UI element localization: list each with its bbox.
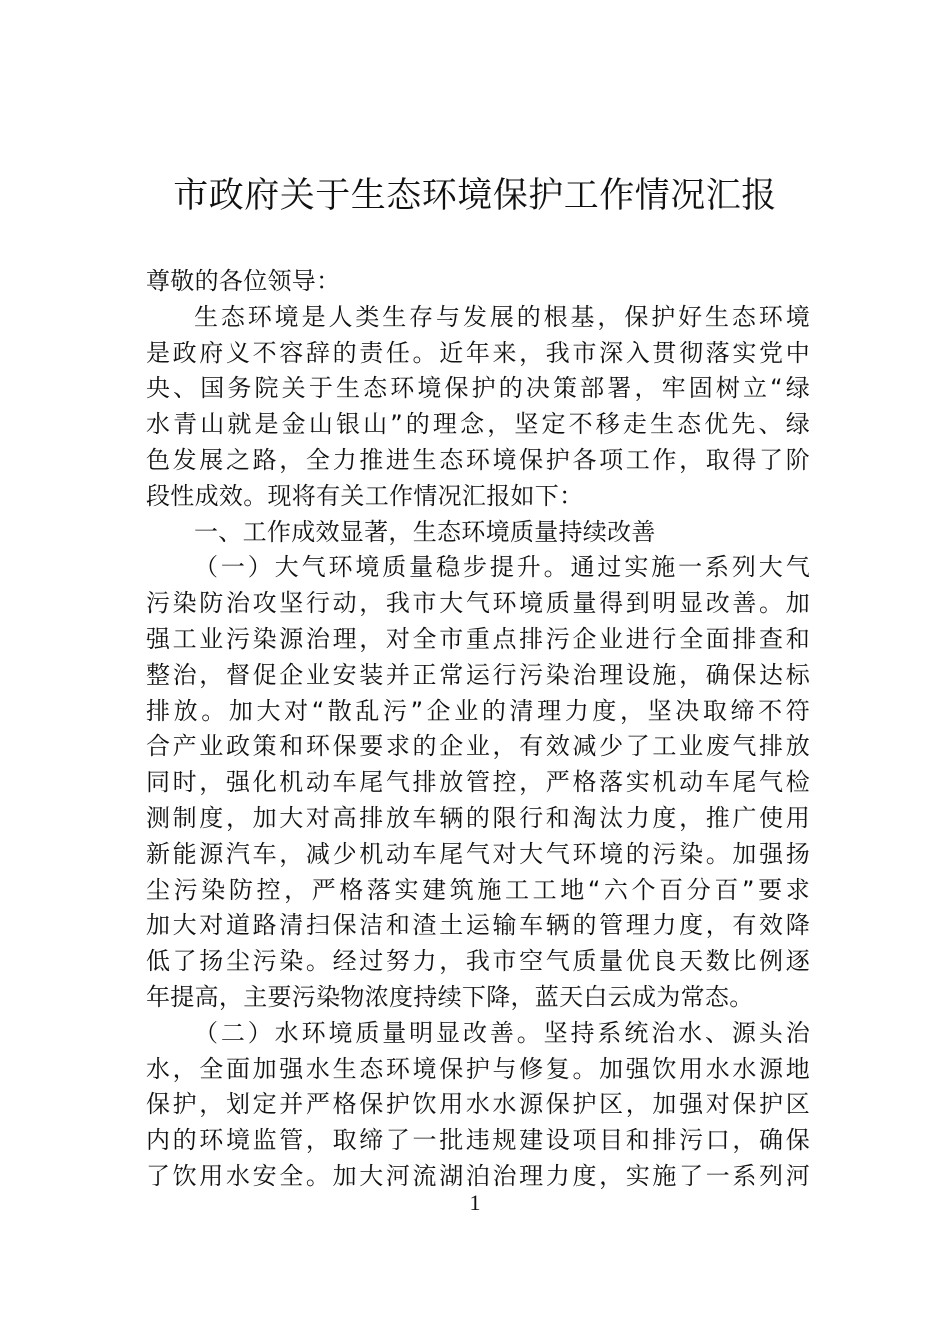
paragraph-line: 内的环境监管，取缔了一批违规建设项目和排污口，确保 [146, 1126, 810, 1155]
paragraph-line: （一）大气环境质量稳步提升。通过实施一系列大气 [194, 553, 810, 582]
paragraph-line: 排放。加大对“散乱污”企业的清理力度，坚决取缔不符 [146, 696, 810, 725]
paragraph-line: 测制度，加大对高排放车辆的限行和淘汰力度，推广使用 [146, 803, 810, 832]
paragraph-line: 合产业政策和环保要求的企业，有效减少了工业废气排放 [146, 732, 810, 761]
paragraph-line: 了饮用水安全。加大河流湖泊治理力度，实施了一系列河 [146, 1161, 810, 1190]
page-number: 1 [469, 1190, 481, 1215]
paragraph-line: 色发展之路，全力推进生态环境保护各项工作，取得了阶 [146, 445, 810, 474]
paragraph-line: 污染防治攻坚行动，我市大气环境质量得到明显改善。加 [146, 589, 810, 618]
paragraph-line: 整治，督促企业安装并正常运行污染治理设施，确保达标 [146, 660, 810, 689]
section-heading: 一、工作成效显著，生态环境质量持续改善 [194, 517, 656, 546]
paragraph-line: 强工业污染源治理，对全市重点排污企业进行全面排查和 [146, 624, 810, 653]
paragraph-line: 段性成效。现将有关工作情况汇报如下： [146, 481, 584, 510]
paragraph-line: 是政府义不容辞的责任。近年来，我市深入贯彻落实党中 [146, 338, 810, 367]
paragraph-line: 央、国务院关于生态环境保护的决策部署，牢固树立“绿 [146, 374, 810, 403]
paragraph-line: 低了扬尘污染。经过努力，我市空气质量优良天数比例逐 [146, 947, 810, 976]
paragraph-line: 年提高，主要污染物浓度持续下降，蓝天白云成为常态。 [146, 982, 754, 1011]
paragraph-line: 水青山就是金山银山”的理念，坚定不移走生态优先、绿 [146, 410, 810, 439]
salutation-line: 尊敬的各位领导： [146, 267, 341, 295]
paragraph-line: （二）水环境质量明显改善。坚持系统治水、源头治 [194, 1018, 810, 1047]
paragraph-line: 生态环境是人类生存与发展的根基，保护好生态环境 [194, 302, 810, 331]
paragraph-line: 保护，划定并严格保护饮用水水源保护区，加强对保护区 [146, 1090, 810, 1119]
paragraph-line: 尘污染防控，严格落实建筑施工工地“六个百分百”要求 [146, 875, 810, 904]
paragraph-line: 新能源汽车，减少机动车尾气对大气环境的污染。加强扬 [146, 839, 810, 868]
document-body [146, 264, 810, 1195]
document-title: 市政府关于生态环境保护工作情况汇报 [173, 176, 777, 216]
paragraph-line: 同时，强化机动车尾气排放管控，严格落实机动车尾气检 [146, 768, 810, 797]
paragraph-line: 加大对道路清扫保洁和渣土运输车辆的管理力度，有效降 [146, 911, 810, 940]
paragraph-line: 水，全面加强水生态环境保护与修复。加强饮用水水源地 [146, 1054, 810, 1083]
